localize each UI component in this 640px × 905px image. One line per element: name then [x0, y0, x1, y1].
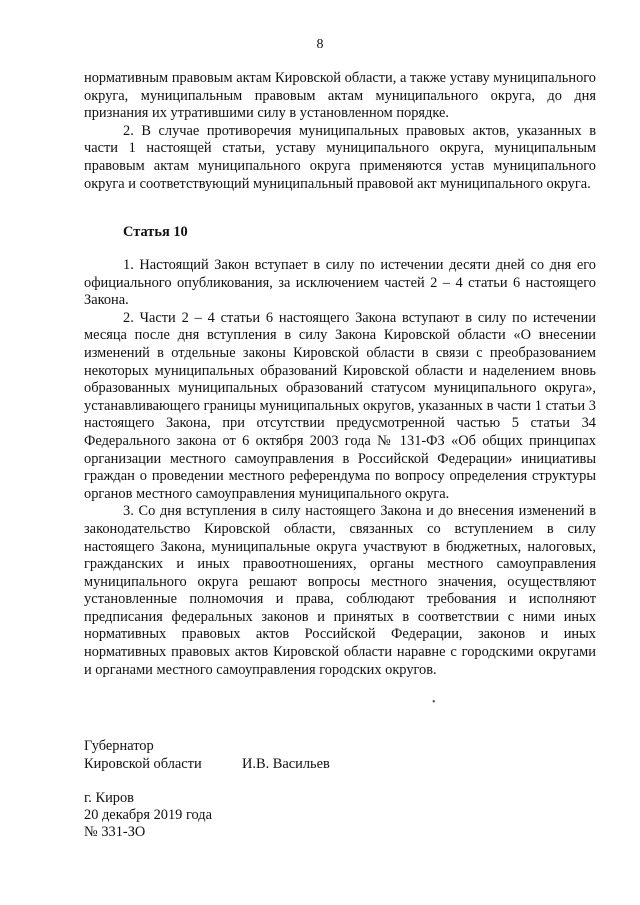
article-paragraph-1: 1. Настоящий Закон вступает в силу по истечении десяти дней со дня его официального опубликования, за исключением частей 2 – 4 статьи 6 настоящего Закона.: [84, 257, 596, 309]
article-paragraph-2: 2. Части 2 – 4 статьи 6 настоящего Закона вступают в силу по истечении месяца после дня вступления в силу Закона Кировской области «О внесении изменений в отдельные законы Кировской области в связи с преобразованием некоторых муниципальных образований Кировской области и наделением вновь образованных муниципальных образований статусом муниципального округа», устанавливающего границы муниципальных округов, указанных в части 1 статьи 3 настоящего Закона, при отсутствии предусмотренной частью 5 статьи 34 Федерального закона от 6 октября 2003 года № 131-ФЗ «Об общих принципах организации местного самоуправления в Российской Федерации» инициативы граждан о проведении местного референдума по вопросу определения структуры органов местного самоуправления муниципального округа.: [84, 309, 596, 502]
article-body: [84, 257, 596, 679]
article-paragraph-3: 3. Со дня вступления в силу настоящего Закона и до внесения изменений в законодательство Кировской области, связанных со вступлением в силу настоящего Закона, муниципальные округа участвуют в бюджетных, налоговых, гражданских и иных правоотношениях, органы местного самоуправления муниципального округа решают вопросы местного значения, осуществляют установленные полномочия и права, соблюдают требования и исполняют предписания федеральных законов и принятых в соответствии с ними иных нормативных правовых актов Российской Федерации, законов и иных нормативных правовых актов Кировской области наравне с городскими округами и органами местного самоуправления городских округов.: [84, 503, 596, 678]
footer-date: 20 декабря 2019 года: [84, 807, 213, 823]
signature-role-line1: Губернатор: [84, 738, 154, 754]
paragraph-block-1: [84, 70, 596, 193]
footer-city: г. Киров: [84, 790, 134, 806]
signature-role-line2: Кировской области: [84, 756, 202, 772]
article-title: Статья 10: [123, 224, 188, 240]
scan-speck: •: [432, 697, 436, 708]
signature-name: И.В. Васильев: [242, 756, 330, 772]
page-number: 8: [316, 37, 324, 52]
paragraph-continuation: нормативным правовым актам Кировской области, а также уставу муниципального округа, муниципальным правовым актам муниципального округа, до дня признания их утратившими силу в установленном порядке.: [84, 70, 596, 122]
paragraph-2: 2. В случае противоречия муниципальных правовых актов, указанных в части 1 настоящей статьи, уставу муниципального округа, муниципальным правовым актам муниципального округа применяются устав муниципального округа и соответствующий муниципальный правовой акт муниципального округа.: [84, 122, 596, 192]
footer-number: № 331-ЗО: [84, 824, 146, 840]
